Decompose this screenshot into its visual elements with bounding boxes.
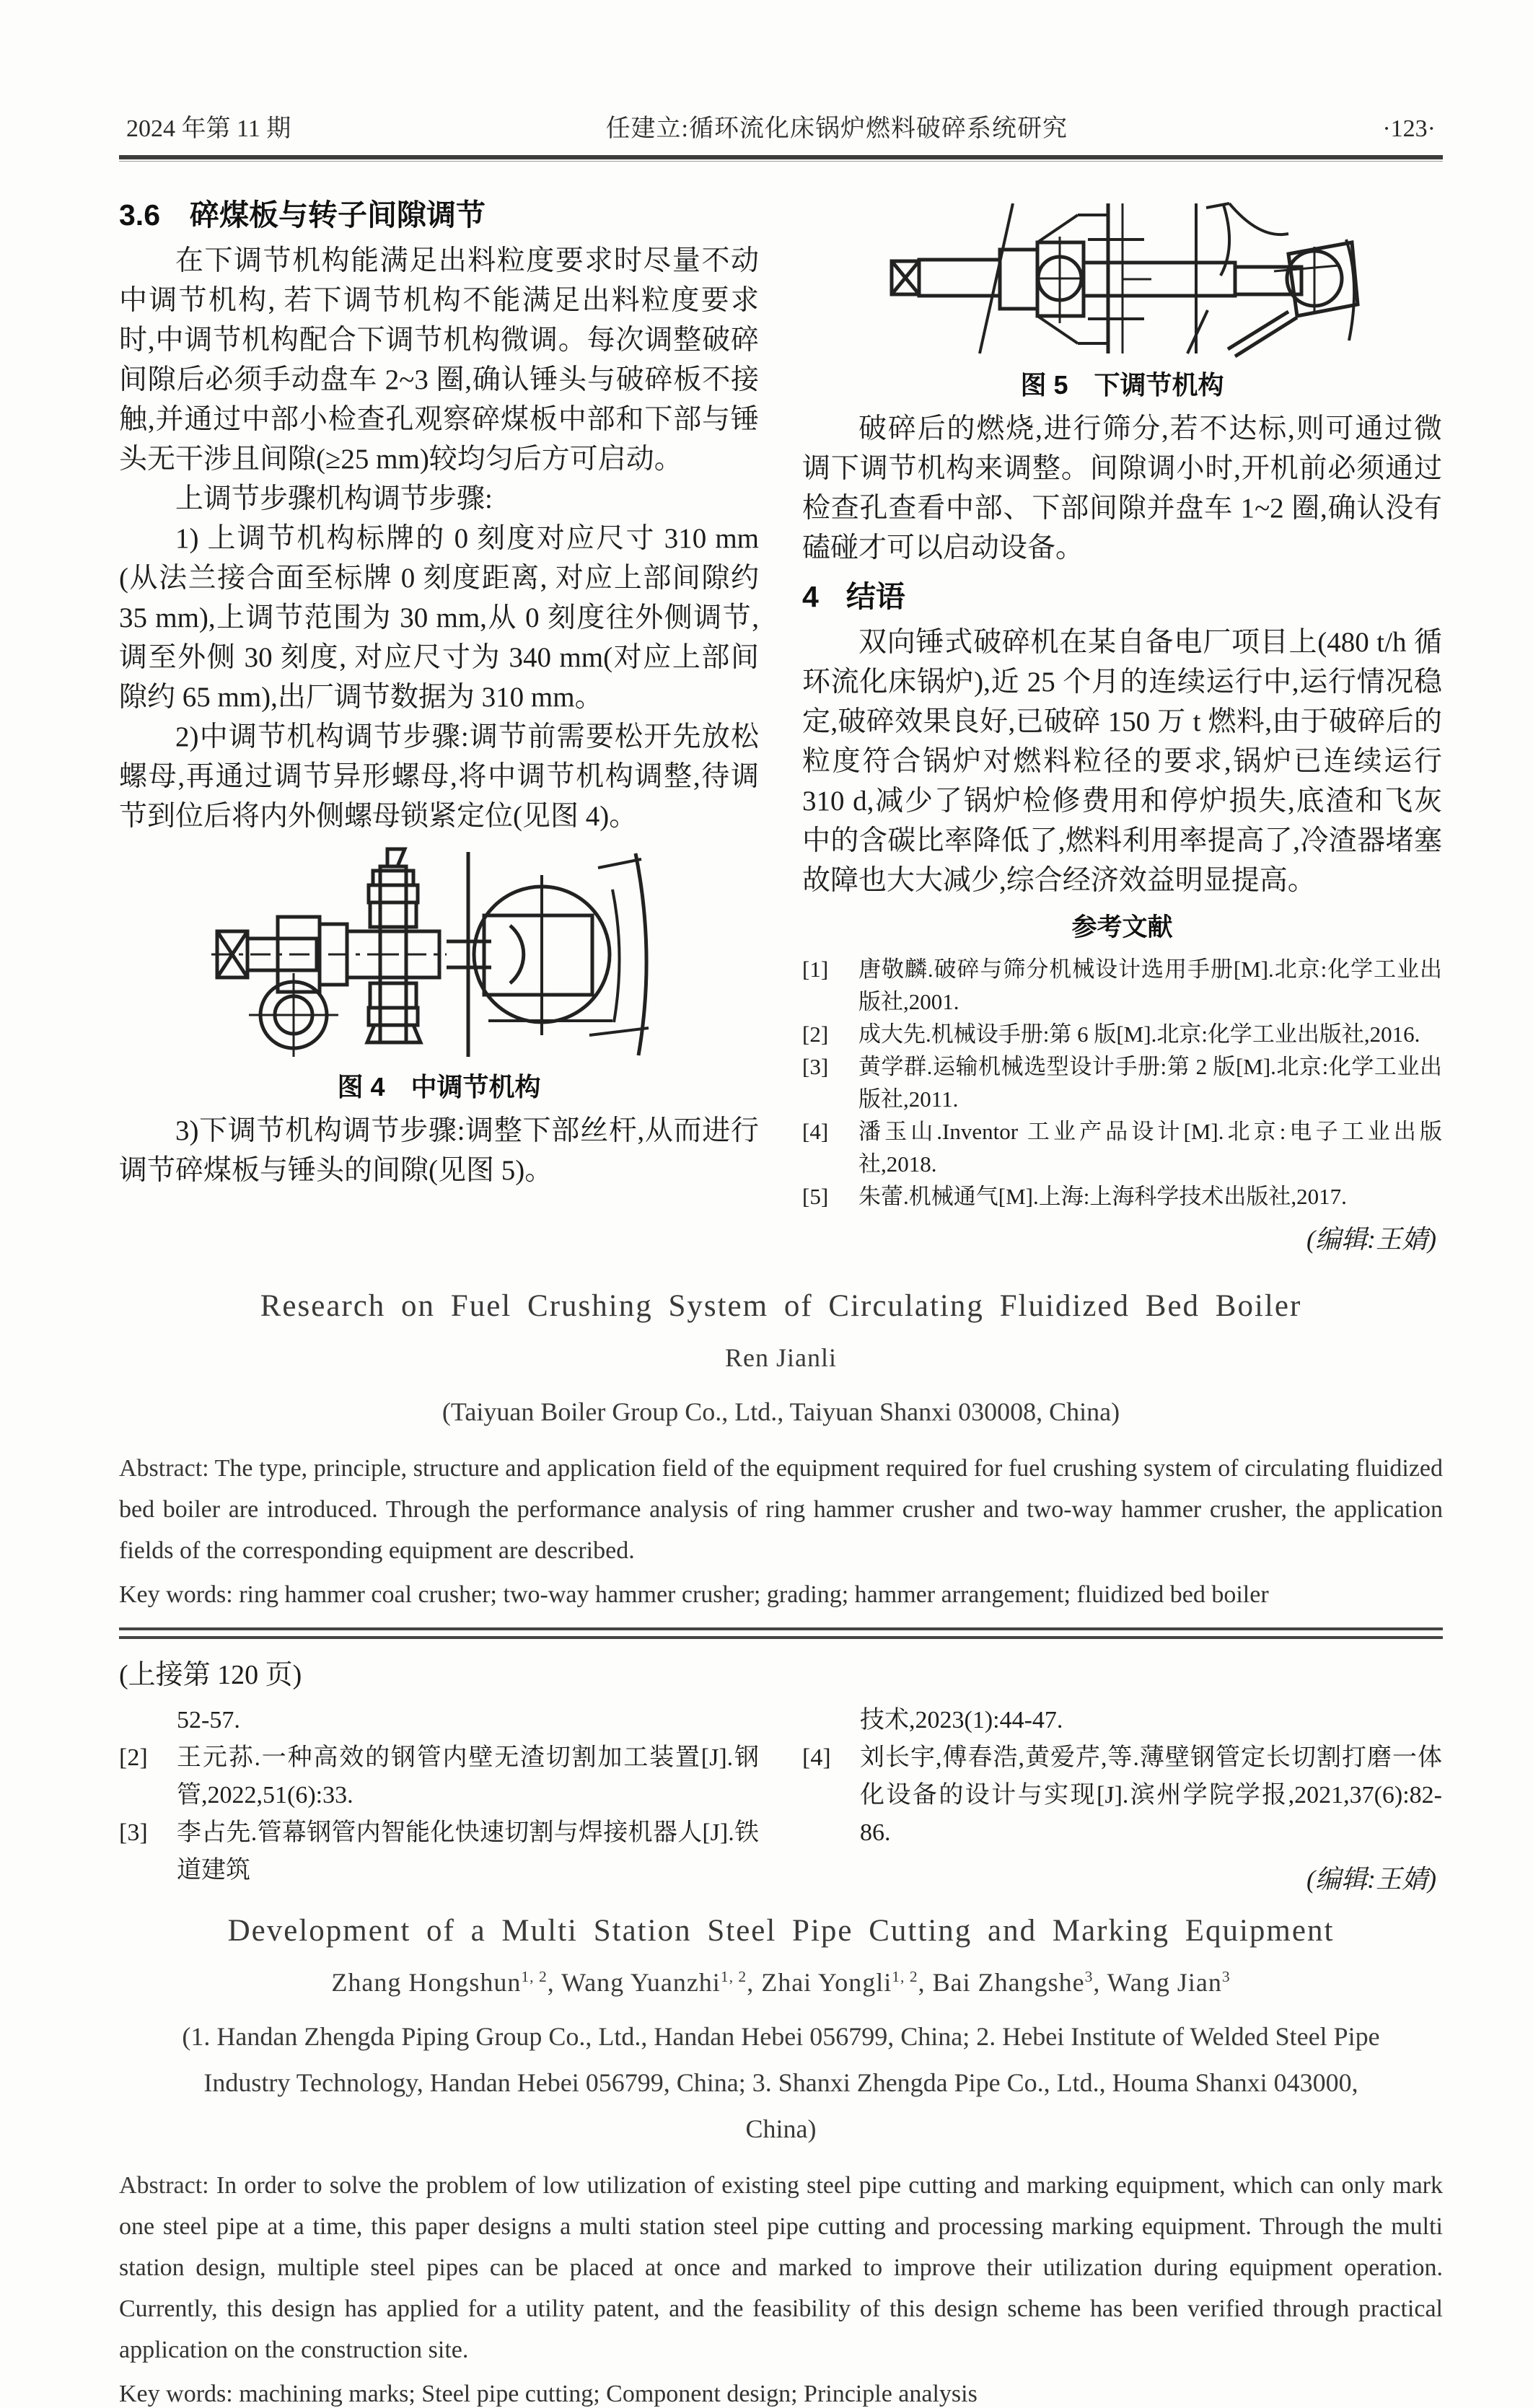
- section-heading-3-6: 3.6 碎煤板与转子间隙调节: [119, 198, 486, 232]
- english-author-1: Ren Jianli: [725, 1343, 837, 1372]
- article-columns: [119, 196, 1443, 1260]
- reference-text: 黄学群.运输机械选型设计手册:第 2 版[M].北京:化学工业出版社,2011.: [858, 1054, 1442, 1112]
- author-separator: ,: [547, 1968, 562, 1997]
- keywords-label: Key words:: [119, 1581, 240, 1608]
- english-authors-2: [119, 1967, 1443, 1998]
- author-name: Zhai Yongli: [761, 1968, 892, 1997]
- keywords-text: machining marks; Steel pipe cutting; Component design; Principle analysis: [239, 2381, 978, 2407]
- abstract-label: Abstract:: [119, 2172, 216, 2199]
- reference-text: 李占先.管幕钢管内智能化快速切割与焊接机器人[J].铁道建筑: [177, 1819, 759, 1884]
- issue-label: 2024 年第 11 期: [126, 115, 291, 142]
- reference-text: 潘玉山.Inventor 工业产品设计[M].北京:电子工业出版社,2018.: [858, 1119, 1442, 1177]
- author-name: Wang Jian: [1107, 1968, 1222, 1997]
- abstract-text: In order to solve the problem of low utilization of existing steel pipe cutting and marking equipment, which can only mark one steel pipe at a time, this paper designs a multi station steel pipe cutting and processing marking equipment. Through the multi station design, multiple steel pipes can be placed at once and marked to improve their utilization during equipment operation. Currently, this design has applied for a utility patent, and the feasibility of this design scheme has been verified through practical application on the construction site.: [119, 2172, 1443, 2363]
- editor-credit: (编辑:王婧): [1306, 1225, 1436, 1254]
- para-conclusion: 双向锤式破碎机在某自备电厂项目上(480 t/h 循环流化床锅炉),近 25 个月的连续运行中,运行情况稳定,破碎效果良好,已破碎 150 万 t 燃料,由于破碎后的粒度符合锅炉对燃料粒径的要求,锅炉已连续运行 310 d,减少了锅炉检修费用和停炉损失,底渣和飞灰中的含碳比率降低了,燃料利用率提高了,冷渣器堵塞故障也大大减少,综合经济效益明显提高。: [802, 627, 1442, 896]
- author-name: Wang Yuanzhi: [561, 1968, 721, 1997]
- left-column: [119, 196, 759, 1260]
- continuation-right-column: [802, 1702, 1442, 1896]
- reference-text: 王元荪.一种高效的钢管内壁无渣切割加工装置[J].钢管,2022,51(6):33.: [177, 1744, 759, 1809]
- para-after-crush: 破碎后的燃烧,进行筛分,若不达标,则可通过微调下调节机构来调整。间隙调小时,开机前必须通过检查孔查看中部、下部间隙并盘车 1~2 圈,确认没有磕碰才可以启动设备。: [802, 413, 1442, 563]
- figure5-drawing-lower-adjust-mechanism: [884, 196, 1361, 361]
- carryover-pages: 52-57.: [177, 1707, 240, 1734]
- section-heading-4: [802, 578, 1442, 615]
- reference-number: [3]: [802, 1054, 829, 1079]
- editor-credit: (编辑:王婧): [1306, 1865, 1436, 1894]
- english-abstract-block-2: [119, 1913, 1443, 2408]
- author-affil-sup: 1, 2: [521, 1968, 548, 1985]
- english-title-1: Research on Fuel Crushing System of Circulating Fluidized Bed Boiler: [260, 1289, 1302, 1323]
- author-name: Bai Zhangshe: [932, 1968, 1085, 1997]
- english-abstract-block-1: [119, 1288, 1443, 1609]
- abstract-label: Abstract:: [119, 1455, 215, 1482]
- right-column: [802, 196, 1442, 1260]
- continued-from-note: (上接第 120 页): [119, 1660, 302, 1690]
- continuation-block: [119, 1652, 1443, 1896]
- reference-number: [2]: [119, 1744, 148, 1771]
- references-heading: 参考文献: [1071, 913, 1173, 941]
- cont-reference-4: [802, 1739, 1442, 1852]
- reference-number: [2]: [802, 1021, 829, 1047]
- para-clearance-rules: 在下调节机构能满足出料粒度要求时尽量不动中调节机构, 若下调节机构不能满足出料粒度要求时,中调节机构配合下调节机构微调。每次调整破碎间隙后必须手动盘车 2~3 圈,确认锤头与破碎板不接触,并通过中部小检查孔观察碎煤板中部和下部与锤头无干涉且间隙(≥25 mm)较均匀后方可启动。: [119, 245, 759, 475]
- english-title-2: Development of a Multi Station Steel Pipe Cutting and Marking Equipment: [227, 1914, 1335, 1948]
- author-separator: ,: [1093, 1968, 1107, 1997]
- reference-text: 唐敬麟.破碎与筛分机械设计选用手册[M].北京:化学工业出版社,2001.: [858, 957, 1442, 1014]
- running-title: 任建立:循环流化床锅炉燃料破碎系统研究: [605, 115, 1068, 142]
- reference-number: [4]: [802, 1744, 831, 1771]
- reference-item-5: [802, 1180, 1442, 1213]
- reference-text: 成大先.机械设手册:第 6 版[M].北京:化学工业出版社,2016.: [858, 1021, 1420, 1047]
- author-affil-sup: 1, 2: [720, 1968, 747, 1985]
- english-affiliation-2: (1. Handan Zhengda Piping Group Co., Ltd., Handan Hebei 056799, China; 2. Hebei Institute of Welded Steel Pipe Industry Technology, Handan Hebei 056799, China; 3. Shanxi Zhengda Pipe Co., Ltd., Houma Shanxi 043000, China): [182, 2022, 1380, 2143]
- author-affil-sup: 3: [1221, 1968, 1231, 1985]
- reference-item-1: [802, 953, 1442, 1018]
- cont-reference-2: [119, 1739, 759, 1814]
- author-affil-sup: 1, 2: [892, 1968, 918, 1985]
- reference-item-3: [802, 1050, 1442, 1115]
- reference-item-2: [802, 1018, 1442, 1050]
- author-separator: ,: [918, 1968, 933, 1997]
- author-separator: ,: [747, 1968, 762, 1997]
- section4-title: 结语: [845, 580, 905, 613]
- figure4: [119, 846, 759, 1107]
- para-upper-steps-intro: 上调节步骤机构调节步骤:: [175, 483, 493, 514]
- english-abstract-1: [119, 1448, 1443, 1571]
- author-affil-sup: 3: [1084, 1968, 1094, 1985]
- abstract-text: The type, principle, structure and application field of the equipment required for fuel crushing system of circulating fluidized bed boiler are introduced. Through the performance analysis of ring hammer crusher and two-way hammer crusher, the application fields of the corresponding equipment are described.: [119, 1455, 1443, 1564]
- english-keywords-2: [119, 2381, 1443, 2408]
- figure4-drawing-middle-adjust-mechanism: [208, 846, 670, 1063]
- reference-item-4: [802, 1115, 1442, 1180]
- keywords-text: ring hammer coal crusher; two-way hammer crusher; grading; hammer arrangement; fluidized bed boiler: [239, 1581, 1269, 1608]
- reference-number: [4]: [802, 1119, 829, 1144]
- section4-number: 4: [802, 580, 819, 613]
- author-name: Zhang Hongshun: [331, 1968, 522, 1997]
- header-rule: [119, 155, 1443, 162]
- page-header: [119, 108, 1443, 144]
- figure4-caption: 图 4 中调节机构: [337, 1072, 541, 1102]
- reference-number: [5]: [802, 1184, 829, 1209]
- keywords-label: Key words:: [119, 2381, 240, 2407]
- para-step1: 1) 上调节机构标牌的 0 刻度对应尺寸 310 mm (从法兰接合面至标牌 0 刻度距离, 对应上部间隙约 35 mm),上调节范围为 30 mm,从 0 刻度往外侧调节,调至外侧 30 刻度, 对应尺寸为 340 mm(对应上部间隙约 65 mm),出厂调节数据为 310 mm。: [119, 523, 759, 713]
- reference-number: [3]: [119, 1819, 148, 1846]
- continuation-columns: [119, 1702, 1443, 1896]
- figure5-caption: 图 5 下调节机构: [1020, 370, 1224, 400]
- reference-number: [1]: [802, 957, 829, 982]
- english-affiliation-1: (Taiyuan Boiler Group Co., Ltd., Taiyuan Shanxi 030008, China): [442, 1397, 1120, 1426]
- reference-text: 朱蕾.机械通气[M].上海:上海科学技术出版社,2017.: [858, 1184, 1347, 1209]
- para-step3: 3)下调节机构调节步骤:调整下部丝杆,从而进行调节碎煤板与锤头的间隙(见图 5)。: [119, 1115, 759, 1186]
- english-abstract-2: [119, 2165, 1443, 2370]
- section-divider-rule: [119, 1627, 1443, 1639]
- english-keywords-1: [119, 1581, 1443, 1609]
- carryover-text: 技术,2023(1):44-47.: [860, 1707, 1063, 1734]
- para-step2: 2)中调节机构调节步骤:调节前需要松开先放松螺母,再通过调节异形螺母,将中调节机构调整,待调节到位后将内外侧螺母锁紧定位(见图 4)。: [119, 721, 759, 832]
- cont-reference-3: [119, 1814, 759, 1889]
- page-number: ·123·: [1382, 115, 1436, 142]
- figure5: [802, 196, 1442, 405]
- continuation-left-column: [119, 1702, 759, 1896]
- reference-text: 刘长宇,傅春浩,黄爱芹,等.薄壁钢管定长切割打磨一体化设备的设计与实现[J].滨州学院学报,2021,37(6):82-86.: [860, 1744, 1442, 1846]
